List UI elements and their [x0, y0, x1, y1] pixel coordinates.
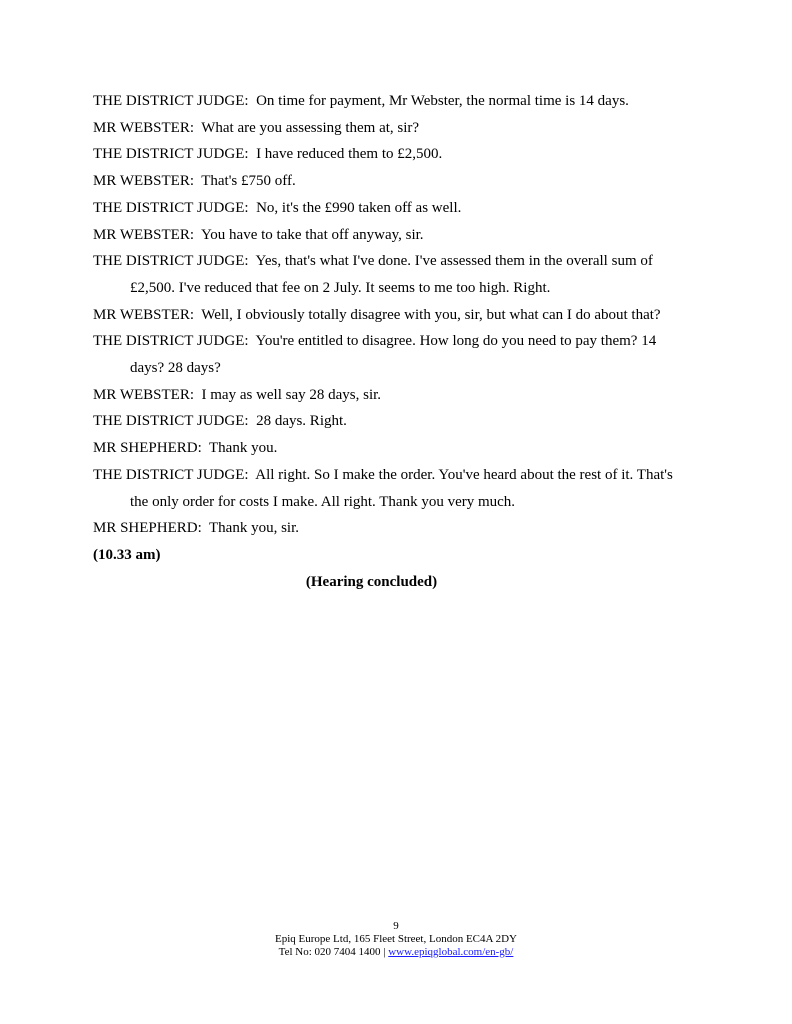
transcript-entry	[93, 195, 693, 222]
transcript-entry	[93, 382, 693, 409]
speaker-label: THE DISTRICT JUDGE:	[93, 333, 249, 350]
utterance-text: Yes, that's what I've done. I've assessed them in the overall sum of £2,500. I've reduced that fee on 2 July. It seems to me too high. Right.	[130, 253, 653, 296]
utterance-text: I may as well say 28 days, sir.	[201, 386, 382, 403]
speaker-label: THE DISTRICT JUDGE:	[93, 413, 249, 430]
utterance-text: Well, I obviously totally disagree with you, sir, but what can I do about that?	[201, 306, 661, 323]
footer-contact-line	[0, 946, 792, 959]
utterance-text: I have reduced them to £2,500.	[256, 146, 443, 163]
speaker-label: THE DISTRICT JUDGE:	[93, 93, 249, 109]
speaker-label: MR SHEPHERD:	[93, 520, 202, 537]
footer-telephone: Tel No: 020 7404 1400 |	[278, 946, 386, 958]
speaker-label: THE DISTRICT JUDGE:	[93, 253, 249, 270]
utterance-text: What are you assessing them at, sir?	[201, 119, 420, 136]
footer-website-link[interactable]: www.epiqglobal.com/en-gb/	[388, 946, 514, 958]
transcript-entry	[93, 462, 693, 515]
utterance-text: On time for payment, Mr Webster, the normal time is 14 days.	[256, 93, 629, 109]
footer-company-address: Epiq Europe Ltd, 165 Fleet Street, London EC4A 2DY	[275, 933, 517, 945]
utterance-text: That's £750 off.	[201, 173, 296, 190]
transcript-entry	[93, 435, 693, 462]
transcript-entry	[93, 408, 693, 435]
speaker-label: MR WEBSTER:	[93, 226, 194, 243]
transcript-entry	[93, 328, 693, 381]
transcript-body	[93, 88, 693, 595]
speaker-label: MR WEBSTER:	[93, 386, 194, 403]
transcript-entry	[93, 515, 693, 542]
speaker-label: MR WEBSTER:	[93, 173, 194, 190]
utterance-text: You have to take that off anyway, sir.	[200, 226, 424, 243]
transcript-entry	[93, 168, 693, 195]
utterance-text: Thank you, sir.	[209, 520, 300, 537]
utterance-text: All right. So I make the order. You've heard about the rest of it. That's the only order for costs I make. All right. Thank you very much.	[130, 466, 673, 510]
transcript-entry	[93, 115, 693, 142]
transcript-entry	[93, 141, 693, 168]
page-footer	[0, 920, 792, 959]
utterance-text: No, it's the £990 taken off as well.	[256, 199, 462, 216]
page-number: 9	[393, 920, 399, 932]
transcript-entry	[93, 248, 693, 301]
speaker-label: THE DISTRICT JUDGE:	[93, 466, 249, 483]
time-marker: (10.33 am)	[93, 546, 161, 563]
speaker-label: MR SHEPHERD:	[93, 440, 202, 457]
transcript-entry	[93, 302, 693, 329]
utterance-text: Thank you.	[209, 440, 278, 457]
speaker-label: THE DISTRICT JUDGE:	[93, 199, 249, 216]
transcript-entry	[93, 88, 693, 115]
hearing-concluded-label: (Hearing concluded)	[305, 573, 438, 590]
speaker-label: THE DISTRICT JUDGE:	[93, 146, 249, 163]
transcript-entry	[93, 222, 693, 249]
utterance-text: 28 days. Right.	[256, 413, 347, 430]
utterance-text: You're entitled to disagree. How long do you need to pay them? 14 days? 28 days?	[130, 333, 657, 377]
speaker-label: MR WEBSTER:	[93, 119, 194, 136]
speaker-label: MR WEBSTER:	[93, 306, 194, 323]
